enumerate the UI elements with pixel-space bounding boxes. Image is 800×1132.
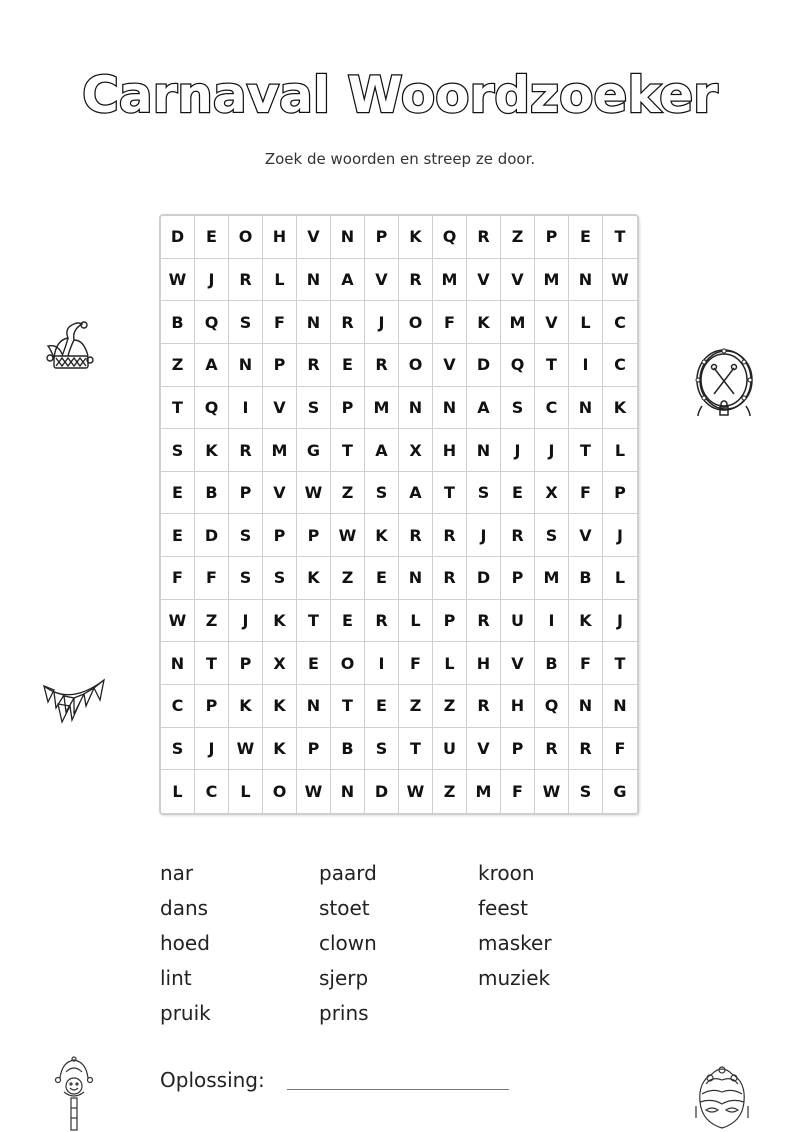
grid-cell[interactable]: A	[467, 387, 501, 430]
grid-cell[interactable]: O	[399, 344, 433, 387]
grid-cell[interactable]: O	[263, 770, 297, 813]
grid-cell[interactable]: P	[297, 514, 331, 557]
grid-cell[interactable]: T	[331, 685, 365, 728]
grid-cell[interactable]: T	[195, 642, 229, 685]
grid-cell[interactable]: S	[161, 429, 195, 472]
grid-cell[interactable]: C	[195, 770, 229, 813]
grid-cell[interactable]: S	[263, 557, 297, 600]
grid-cell[interactable]: Q	[535, 685, 569, 728]
grid-cell[interactable]: S	[229, 514, 263, 557]
word-list-item: sjerp	[319, 966, 369, 990]
grid-cell[interactable]: V	[297, 216, 331, 259]
grid-cell[interactable]: R	[535, 728, 569, 771]
grid-cell[interactable]: T	[603, 216, 637, 259]
grid-cell[interactable]: V	[433, 344, 467, 387]
grid-cell[interactable]: N	[603, 685, 637, 728]
grid-cell[interactable]: R	[433, 557, 467, 600]
grid-cell[interactable]: Z	[195, 600, 229, 643]
grid-cell[interactable]: P	[263, 514, 297, 557]
grid-cell[interactable]: P	[501, 728, 535, 771]
grid-cell[interactable]: Q	[195, 301, 229, 344]
grid-cell[interactable]: L	[229, 770, 263, 813]
grid-cell[interactable]: C	[161, 685, 195, 728]
grid-cell[interactable]: D	[161, 216, 195, 259]
word-list-column	[478, 858, 637, 1033]
grid-cell[interactable]: K	[229, 685, 263, 728]
grid-cell[interactable]: N	[569, 259, 603, 302]
grid-cell[interactable]: U	[501, 600, 535, 643]
word-list-item: stoet	[319, 896, 370, 920]
grid-cell[interactable]: X	[535, 472, 569, 515]
jester-scepter-icon	[52, 1056, 96, 1132]
word-list-item: muziek	[478, 966, 551, 990]
solution-answer-line[interactable]	[287, 1089, 509, 1090]
grid-cell[interactable]: E	[331, 344, 365, 387]
grid-cell[interactable]: J	[501, 429, 535, 472]
grid-cell[interactable]: N	[297, 685, 331, 728]
grid-cell[interactable]: F	[603, 728, 637, 771]
grid-cell[interactable]: R	[399, 259, 433, 302]
grid-cell[interactable]: T	[603, 642, 637, 685]
grid-cell[interactable]: A	[365, 429, 399, 472]
word-list-item: kroon	[478, 861, 535, 885]
grid-cell[interactable]: V	[535, 301, 569, 344]
grid-cell[interactable]: W	[229, 728, 263, 771]
grid-cell[interactable]: K	[603, 387, 637, 430]
grid-cell[interactable]: L	[603, 429, 637, 472]
grid-cell[interactable]: S	[569, 770, 603, 813]
grid-cell[interactable]: P	[365, 216, 399, 259]
grid-cell[interactable]: I	[535, 600, 569, 643]
grid-cell[interactable]: N	[433, 387, 467, 430]
grid-cell[interactable]: O	[399, 301, 433, 344]
grid-cell[interactable]: N	[467, 429, 501, 472]
grid-cell[interactable]: Z	[501, 216, 535, 259]
grid-cell[interactable]: S	[501, 387, 535, 430]
word-list-item: prins	[319, 1001, 369, 1025]
grid-cell[interactable]: W	[603, 259, 637, 302]
grid-cell[interactable]: R	[365, 344, 399, 387]
grid-cell[interactable]: R	[229, 429, 263, 472]
grid-cell[interactable]: A	[195, 344, 229, 387]
word-list-item: hoed	[160, 931, 210, 955]
grid-cell[interactable]: T	[433, 472, 467, 515]
grid-cell[interactable]: D	[467, 344, 501, 387]
grid-cell[interactable]: Z	[161, 344, 195, 387]
grid-cell[interactable]: K	[399, 216, 433, 259]
grid-cell[interactable]: Q	[433, 216, 467, 259]
grid-cell[interactable]: E	[365, 557, 399, 600]
grid-cell[interactable]: D	[195, 514, 229, 557]
grid-cell[interactable]: F	[399, 642, 433, 685]
grid-cell[interactable]: E	[195, 216, 229, 259]
grid-cell[interactable]: K	[297, 557, 331, 600]
grid-cell[interactable]: N	[569, 685, 603, 728]
grid-cell[interactable]: P	[535, 216, 569, 259]
grid-cell[interactable]: N	[229, 344, 263, 387]
grid-cell[interactable]: S	[229, 557, 263, 600]
grid-cell[interactable]: B	[569, 557, 603, 600]
grid-cell[interactable]: N	[297, 301, 331, 344]
grid-cell[interactable]: D	[365, 770, 399, 813]
grid-cell[interactable]: P	[229, 472, 263, 515]
word-list-item: masker	[478, 931, 552, 955]
grid-cell[interactable]: F	[433, 301, 467, 344]
grid-cell[interactable]: F	[195, 557, 229, 600]
grid-cell[interactable]: E	[161, 472, 195, 515]
word-list-item: paard	[319, 861, 377, 885]
grid-cell[interactable]: M	[535, 259, 569, 302]
grid-cell[interactable]: F	[501, 770, 535, 813]
grid-cell[interactable]: P	[297, 728, 331, 771]
grid-cell[interactable]: I	[365, 642, 399, 685]
grid-cell[interactable]: E	[297, 642, 331, 685]
grid-cell[interactable]: S	[229, 301, 263, 344]
grid-cell[interactable]: Z	[433, 770, 467, 813]
venetian-mask-icon	[692, 1062, 752, 1131]
word-list-item: pruik	[160, 1001, 211, 1025]
word-list-item: lint	[160, 966, 192, 990]
grid-cell[interactable]: M	[433, 259, 467, 302]
grid-cell[interactable]: E	[365, 685, 399, 728]
grid-cell[interactable]: P	[331, 387, 365, 430]
grid-cell[interactable]: V	[501, 642, 535, 685]
grid-cell[interactable]: R	[297, 344, 331, 387]
grid-cell[interactable]: S	[365, 728, 399, 771]
grid-cell[interactable]: T	[399, 728, 433, 771]
grid-cell[interactable]: S	[365, 472, 399, 515]
grid-cell[interactable]: Q	[501, 344, 535, 387]
grid-cell[interactable]: V	[467, 259, 501, 302]
grid-cell[interactable]: K	[263, 600, 297, 643]
grid-cell[interactable]: F	[569, 472, 603, 515]
grid-cell[interactable]: S	[467, 472, 501, 515]
grid-cell[interactable]: S	[161, 728, 195, 771]
word-list-item: clown	[319, 931, 377, 955]
grid-cell[interactable]: G	[613, 782, 627, 802]
grid-cell[interactable]: F	[161, 557, 195, 600]
grid-cell[interactable]: K	[195, 429, 229, 472]
grid-cell[interactable]: W	[535, 770, 569, 813]
grid-cell[interactable]: B	[331, 728, 365, 771]
grid-cell[interactable]: E	[161, 514, 195, 557]
grid-cell[interactable]: J	[365, 301, 399, 344]
grid-cell[interactable]: R	[501, 514, 535, 557]
word-list-item: dans	[160, 896, 209, 920]
grid-cell[interactable]: D	[467, 557, 501, 600]
grid-cell[interactable]: S	[297, 387, 331, 430]
grid-cell[interactable]: P	[195, 685, 229, 728]
grid-cell[interactable]: H	[433, 429, 467, 472]
grid-cell[interactable]: X	[399, 429, 433, 472]
grid-cell[interactable]: M	[365, 387, 399, 430]
grid-cell[interactable]: E	[569, 216, 603, 259]
grid-cell[interactable]: K	[263, 685, 297, 728]
grid-cell[interactable]: T	[331, 429, 365, 472]
grid-cell[interactable]: W	[161, 600, 195, 643]
grid-cell[interactable]: R	[467, 216, 501, 259]
grid-cell[interactable]: V	[263, 387, 297, 430]
grid-cell[interactable]: C	[535, 387, 569, 430]
grid-cell[interactable]: T	[569, 429, 603, 472]
grid-cell[interactable]: R	[229, 259, 263, 302]
word-list-column	[319, 858, 478, 1033]
grid-cell[interactable]: L	[161, 770, 195, 813]
grid-cell[interactable]: Q	[195, 387, 229, 430]
grid-cell[interactable]: L	[569, 301, 603, 344]
drum-icon	[692, 344, 756, 420]
grid-cell[interactable]: Z	[331, 472, 365, 515]
word-list-column	[160, 858, 319, 1033]
grid-cell[interactable]: I	[229, 387, 263, 430]
grid-cell[interactable]: M	[263, 429, 297, 472]
grid-cell[interactable]: W	[331, 514, 365, 557]
grid-cell[interactable]: B	[195, 472, 229, 515]
grid-cell[interactable]: J	[195, 259, 229, 302]
grid-cell[interactable]: N	[399, 557, 433, 600]
grid-cell[interactable]: W	[399, 770, 433, 813]
grid-cell[interactable]: K	[365, 514, 399, 557]
grid-cell[interactable]: C	[603, 344, 637, 387]
jester-hat-icon	[44, 318, 94, 374]
grid-cell[interactable]: L	[399, 600, 433, 643]
grid-cell[interactable]: L	[263, 259, 297, 302]
grid-cell[interactable]: A	[399, 472, 433, 515]
grid-cell[interactable]: R	[433, 514, 467, 557]
grid-cell[interactable]: R	[467, 600, 501, 643]
grid-cell[interactable]: B	[535, 642, 569, 685]
grid-cell[interactable]: F	[569, 642, 603, 685]
word-list	[160, 858, 640, 1033]
grid-cell[interactable]: P	[501, 557, 535, 600]
grid-cell[interactable]: N	[297, 259, 331, 302]
grid-cell[interactable]: S	[535, 514, 569, 557]
grid-cell[interactable]: W	[161, 259, 195, 302]
grid-cell[interactable]: W	[297, 472, 331, 515]
grid-cell[interactable]: K	[467, 301, 501, 344]
grid-cell[interactable]: U	[433, 728, 467, 771]
grid-cell[interactable]: R	[399, 514, 433, 557]
grid-cell[interactable]: R	[365, 600, 399, 643]
page-title: Carnaval Woordzoeker	[82, 66, 718, 124]
grid-cell[interactable]: W	[297, 770, 331, 813]
grid-cell[interactable]: B	[161, 301, 195, 344]
grid-cell[interactable]: G	[297, 429, 331, 472]
grid-cell[interactable]: H	[467, 642, 501, 685]
grid-cell[interactable]: T	[161, 387, 195, 430]
grid-cell[interactable]: N	[331, 216, 365, 259]
grid-cell[interactable]: R	[331, 301, 365, 344]
grid-cell[interactable]: N	[399, 387, 433, 430]
grid-cell[interactable]: R	[467, 685, 501, 728]
grid-cell[interactable]: F	[263, 301, 297, 344]
grid-cell[interactable]: X	[263, 642, 297, 685]
grid-cell[interactable]: N	[161, 642, 195, 685]
grid-cell[interactable]: K	[263, 728, 297, 771]
grid-cell[interactable]: V	[467, 728, 501, 771]
word-search-grid[interactable]	[159, 214, 639, 815]
grid-cell[interactable]: V	[501, 259, 535, 302]
grid-cell[interactable]: T	[297, 600, 331, 643]
grid-cell[interactable]: N	[331, 770, 365, 813]
solution-label: Oplossing:	[160, 1068, 265, 1092]
instructions: Zoek de woorden en streep ze door.	[264, 150, 536, 168]
grid-cell[interactable]: Z	[331, 557, 365, 600]
grid-cell[interactable]: K	[569, 600, 603, 643]
grid-cell[interactable]: Z	[399, 685, 433, 728]
grid-cell[interactable]: E	[501, 472, 535, 515]
grid-cell[interactable]: I	[569, 344, 603, 387]
grid-cell[interactable]: M	[501, 301, 535, 344]
grid-cell[interactable]: J	[229, 600, 263, 643]
grid-cell[interactable]: J	[603, 514, 637, 557]
grid-cell[interactable]: P	[433, 600, 467, 643]
grid-cell[interactable]: T	[535, 344, 569, 387]
grid-cell[interactable]: J	[467, 514, 501, 557]
grid-cell[interactable]: L	[433, 642, 467, 685]
bunting-icon	[40, 676, 108, 728]
grid-cell[interactable]: V	[263, 472, 297, 515]
grid-cell[interactable]: O	[229, 216, 263, 259]
grid-cell[interactable]: N	[569, 387, 603, 430]
grid-cell[interactable]: C	[603, 301, 637, 344]
grid-cell[interactable]: Z	[433, 685, 467, 728]
grid-cell[interactable]: J	[535, 429, 569, 472]
grid-cell[interactable]: E	[331, 600, 365, 643]
grid-cell[interactable]: H	[501, 685, 535, 728]
grid-cell[interactable]: R	[569, 728, 603, 771]
grid-cell[interactable]: J	[195, 728, 229, 771]
grid-cell[interactable]: V	[365, 259, 399, 302]
grid-cell[interactable]: P	[229, 642, 263, 685]
grid-cell[interactable]: P	[263, 344, 297, 387]
word-list-item: feest	[478, 896, 528, 920]
grid-cell[interactable]: M	[467, 770, 501, 813]
grid-cell[interactable]: L	[603, 557, 637, 600]
grid-cell[interactable]: J	[603, 600, 637, 643]
grid-cell[interactable]: A	[331, 259, 365, 302]
grid-cell[interactable]: V	[569, 514, 603, 557]
word-list-item: nar	[160, 861, 194, 885]
grid-cell[interactable]: O	[331, 642, 365, 685]
grid-cell[interactable]: H	[263, 216, 297, 259]
grid-cell[interactable]: M	[535, 557, 569, 600]
grid-cell[interactable]: P	[603, 472, 637, 515]
